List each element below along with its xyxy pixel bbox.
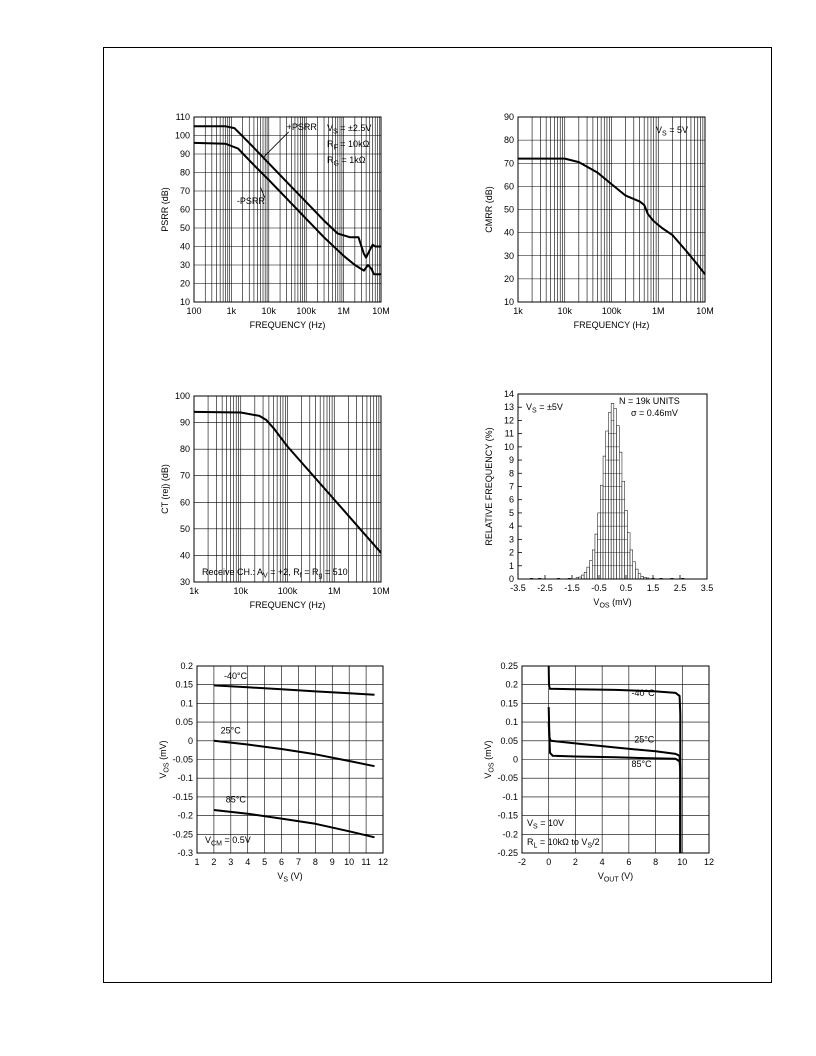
y-tick-label: -0.25 — [497, 848, 518, 858]
y-tick-label: -0.25 — [172, 829, 193, 840]
x-tick-label: -2.5 — [537, 583, 553, 593]
histogram-bar — [622, 481, 625, 579]
vos-vout-chart — [483, 661, 714, 884]
x-tick-label: 8 — [312, 857, 318, 867]
x-tick-label: 100k — [296, 306, 316, 316]
y-tick-label: 6 — [508, 494, 514, 505]
vos-vs-series-line-1 — [214, 741, 375, 766]
x-tick-label: 10k — [261, 306, 277, 316]
y-tick-label: 12 — [503, 415, 514, 426]
vos-vs-series-line-2 — [214, 810, 375, 837]
histogram-y-axis-label: RELATIVE FREQUENCY (%) — [484, 427, 494, 546]
histogram-bar — [633, 562, 636, 579]
histogram-bar — [581, 575, 584, 579]
ct-x-axis-label: FREQUENCY (Hz) — [249, 600, 326, 610]
ct-grid — [194, 396, 381, 582]
y-tick-label: 0.15 — [500, 698, 518, 709]
histogram-bar — [614, 409, 617, 579]
histogram-bar — [606, 431, 609, 579]
y-tick-label: 90 — [179, 149, 190, 159]
psrr-series-label: +PSRR — [286, 121, 317, 132]
histogram-bar — [608, 413, 611, 580]
y-tick-label: 0.05 — [175, 717, 193, 728]
y-tick-label: 10 — [179, 297, 190, 307]
x-tick-label: 9 — [329, 857, 335, 867]
psrr-annotation: $R_F = 10k\Omega$ — [327, 139, 370, 152]
y-tick-label: -0.15 — [497, 810, 518, 821]
ct-y-axis-label: CT (rej) (dB) — [160, 464, 170, 514]
histogram-annotation: $V_S = \pm 5V$ — [526, 402, 563, 415]
y-tick-label: 11 — [504, 428, 514, 439]
y-tick-label: 110 — [175, 112, 190, 122]
x-tick-label: 3.5 — [700, 583, 714, 593]
y-tick-label: 90 — [179, 417, 190, 428]
y-tick-label: 0.1 — [180, 698, 193, 709]
x-tick-label: 1M — [651, 306, 665, 316]
histogram-bars — [530, 403, 684, 579]
y-tick-label: -0.15 — [172, 791, 193, 802]
y-tick-label: -0.2 — [502, 829, 518, 840]
x-tick-label: -0.5 — [591, 583, 607, 593]
psrr-annotation: $V_S = \pm 2.5V$ — [327, 123, 372, 136]
vos-vout-x-axis-label: $V_{OUT}$ (V) — [597, 871, 634, 884]
histogram-bar — [595, 534, 598, 579]
x-tick-label: 100 — [186, 306, 202, 316]
x-tick-label: 1k — [513, 306, 523, 316]
y-tick-label: 70 — [503, 158, 514, 169]
y-tick-label: 80 — [179, 444, 190, 455]
x-tick-label: 10k — [557, 306, 573, 316]
histogram-bar — [617, 426, 620, 579]
x-tick-label: 10M — [372, 306, 390, 316]
x-tick-label: 1 — [194, 857, 200, 867]
y-tick-label: 20 — [503, 273, 514, 284]
x-tick-label: 1M — [327, 586, 341, 596]
y-tick-label: 10 — [503, 441, 514, 452]
histogram-annotation: N = 19k UNITS — [619, 396, 680, 406]
x-tick-label: 0 — [546, 857, 552, 867]
y-tick-label: 90 — [503, 112, 514, 122]
y-tick-label: -0.05 — [172, 754, 193, 765]
histogram-bar — [630, 550, 633, 579]
y-tick-label: 60 — [179, 497, 190, 508]
y-tick-label: 50 — [503, 204, 514, 215]
y-tick-label: 0 — [512, 754, 518, 765]
vos-vs-x-axis-label: $V_S$ (V) — [277, 871, 303, 884]
x-tick-label: -3.5 — [510, 583, 526, 593]
histogram-bar — [598, 513, 601, 579]
x-tick-label: 12 — [703, 857, 715, 867]
vos-vout-series-line-1 — [549, 707, 681, 853]
histogram-bar — [625, 510, 628, 579]
cmrr-y-axis-label: CMRR (dB) — [484, 186, 494, 233]
y-tick-label: 14 — [503, 389, 514, 399]
y-tick-label: 13 — [503, 402, 514, 413]
y-tick-label: 20 — [179, 278, 190, 289]
x-tick-label: -2 — [517, 857, 527, 867]
vos-vs-annotation: $V_{CM} = 0.5V$ — [205, 835, 251, 848]
y-tick-label: -0.2 — [177, 810, 193, 821]
x-tick-label: 0.5 — [619, 583, 633, 593]
y-tick-label: -0.1 — [502, 791, 518, 802]
histogram-x-axis-label: $V_{OS}$ (mV) — [593, 597, 632, 610]
y-tick-label: 30 — [179, 577, 190, 587]
histogram-bar — [592, 550, 595, 579]
vos-vs-y-axis-label: $V_{OS}$ (mV) — [158, 740, 171, 779]
y-tick-label: 30 — [503, 250, 514, 261]
vos-vs-series-label: 85°C — [225, 794, 246, 805]
y-tick-label: 2 — [508, 547, 514, 558]
vos-vs-series-label: -40°C — [224, 671, 248, 682]
cmrr-annotation: $V_S = 5V$ — [656, 125, 688, 138]
histogram-bar — [603, 456, 606, 579]
y-tick-label: 7 — [508, 481, 514, 492]
histogram-bar — [627, 533, 630, 579]
y-tick-label: 0 — [508, 574, 514, 584]
histogram-bar — [590, 561, 593, 580]
x-tick-label: 1k — [226, 306, 237, 316]
y-tick-label: 0.2 — [505, 679, 518, 690]
vos-vout-series-label: 85°C — [631, 758, 652, 769]
psrr-annotation: $R_G = 1k\Omega$ — [327, 155, 366, 168]
cmrr-grid — [518, 117, 705, 302]
histogram-bar — [635, 569, 638, 579]
psrr-y-axis-label: PSRR (dB) — [160, 187, 170, 232]
y-tick-label: 0.25 — [500, 661, 518, 671]
vos-vout-series-label: -40°C — [631, 687, 655, 698]
x-tick-label: 7 — [295, 857, 301, 867]
y-tick-label: 40 — [179, 550, 190, 561]
x-tick-label: 4 — [245, 857, 251, 867]
cmrr-chart — [484, 112, 714, 330]
y-tick-label: -0.05 — [497, 773, 518, 784]
x-tick-label: 10 — [677, 857, 688, 867]
x-tick-label: 10M — [696, 306, 714, 316]
vos-vout-series-label: 25°C — [634, 734, 655, 745]
x-tick-label: 1.5 — [646, 583, 660, 593]
vos-vs-series-line-0 — [214, 685, 375, 694]
vos-vout-annotation: $V_S = 10V$ — [527, 818, 564, 831]
y-tick-label: 60 — [503, 181, 514, 192]
x-tick-label: 100k — [601, 306, 622, 316]
y-tick-label: -0.1 — [177, 773, 193, 784]
histogram-bar — [600, 485, 603, 579]
y-tick-label: 40 — [503, 227, 514, 238]
psrr-chart — [160, 112, 390, 330]
x-tick-label: 6 — [626, 857, 632, 867]
y-tick-label: 70 — [179, 186, 190, 196]
cmrr-x-axis-label: FREQUENCY (Hz) — [573, 320, 650, 330]
x-tick-label: 1k — [189, 586, 199, 596]
y-tick-label: 60 — [179, 204, 190, 215]
y-tick-label: -0.3 — [177, 848, 193, 858]
y-tick-label: 10 — [503, 297, 514, 307]
y-tick-label: 0 — [187, 735, 193, 746]
vos-vs-series-label: 25°C — [220, 725, 241, 736]
vos-vs-chart — [158, 661, 388, 884]
y-tick-label: 0.2 — [180, 661, 193, 671]
x-tick-label: 2 — [211, 857, 217, 867]
histogram-bar — [584, 572, 587, 579]
histogram-bar — [638, 574, 641, 579]
x-tick-label: 2.5 — [673, 583, 687, 593]
x-tick-label: 8 — [653, 857, 659, 867]
histogram-annotation: σ = 0.46mV — [631, 408, 678, 418]
ct-annotation: Receive CH.: $A_V = +2$, $R_f = R_g = 510$ — [202, 567, 348, 580]
y-tick-label: 30 — [179, 260, 190, 270]
y-tick-label: 5 — [508, 507, 514, 518]
x-tick-label: 11 — [361, 857, 371, 867]
y-tick-label: 0.1 — [505, 717, 518, 728]
histogram-chart — [484, 389, 713, 610]
x-tick-label: 12 — [377, 857, 389, 867]
y-tick-label: 1 — [508, 560, 514, 571]
y-tick-label: 80 — [503, 135, 514, 146]
histogram-bar — [587, 567, 590, 579]
x-tick-label: 100k — [277, 586, 298, 596]
x-tick-label: 2 — [572, 857, 578, 867]
x-tick-label: 4 — [599, 857, 605, 867]
y-tick-label: 80 — [179, 167, 190, 178]
y-tick-label: 4 — [508, 521, 514, 532]
x-tick-label: 10M — [372, 586, 390, 596]
y-tick-label: 100 — [174, 130, 190, 141]
x-tick-label: 6 — [279, 857, 285, 867]
y-tick-label: 8 — [508, 468, 514, 479]
ct-chart — [160, 391, 390, 610]
y-tick-label: 50 — [179, 523, 190, 534]
psrr-x-axis-label: FREQUENCY (Hz) — [249, 320, 326, 330]
y-tick-label: 100 — [174, 391, 190, 401]
x-tick-label: 3 — [228, 857, 234, 867]
vos-vout-y-axis-label: $V_{OS}$ (mV) — [483, 740, 496, 779]
y-tick-label: 40 — [179, 241, 190, 252]
y-tick-label: 70 — [179, 470, 190, 481]
y-tick-label: 9 — [508, 455, 514, 466]
y-tick-label: 50 — [179, 223, 190, 233]
psrr-series-label: -PSRR — [236, 195, 265, 206]
histogram-bar — [619, 452, 622, 579]
y-tick-label: 3 — [508, 534, 514, 545]
vos-vout-annotation: $R_L = 10k\Omega$ to $V_S/2$ — [527, 837, 600, 850]
x-tick-label: -1.5 — [564, 583, 580, 593]
x-tick-label: 10 — [344, 857, 355, 867]
x-tick-label: 10k — [233, 586, 249, 596]
y-tick-label: 0.05 — [500, 735, 518, 746]
x-tick-label: 1M — [337, 306, 350, 316]
y-tick-label: 0.15 — [175, 679, 193, 690]
x-tick-label: 5 — [262, 857, 268, 867]
